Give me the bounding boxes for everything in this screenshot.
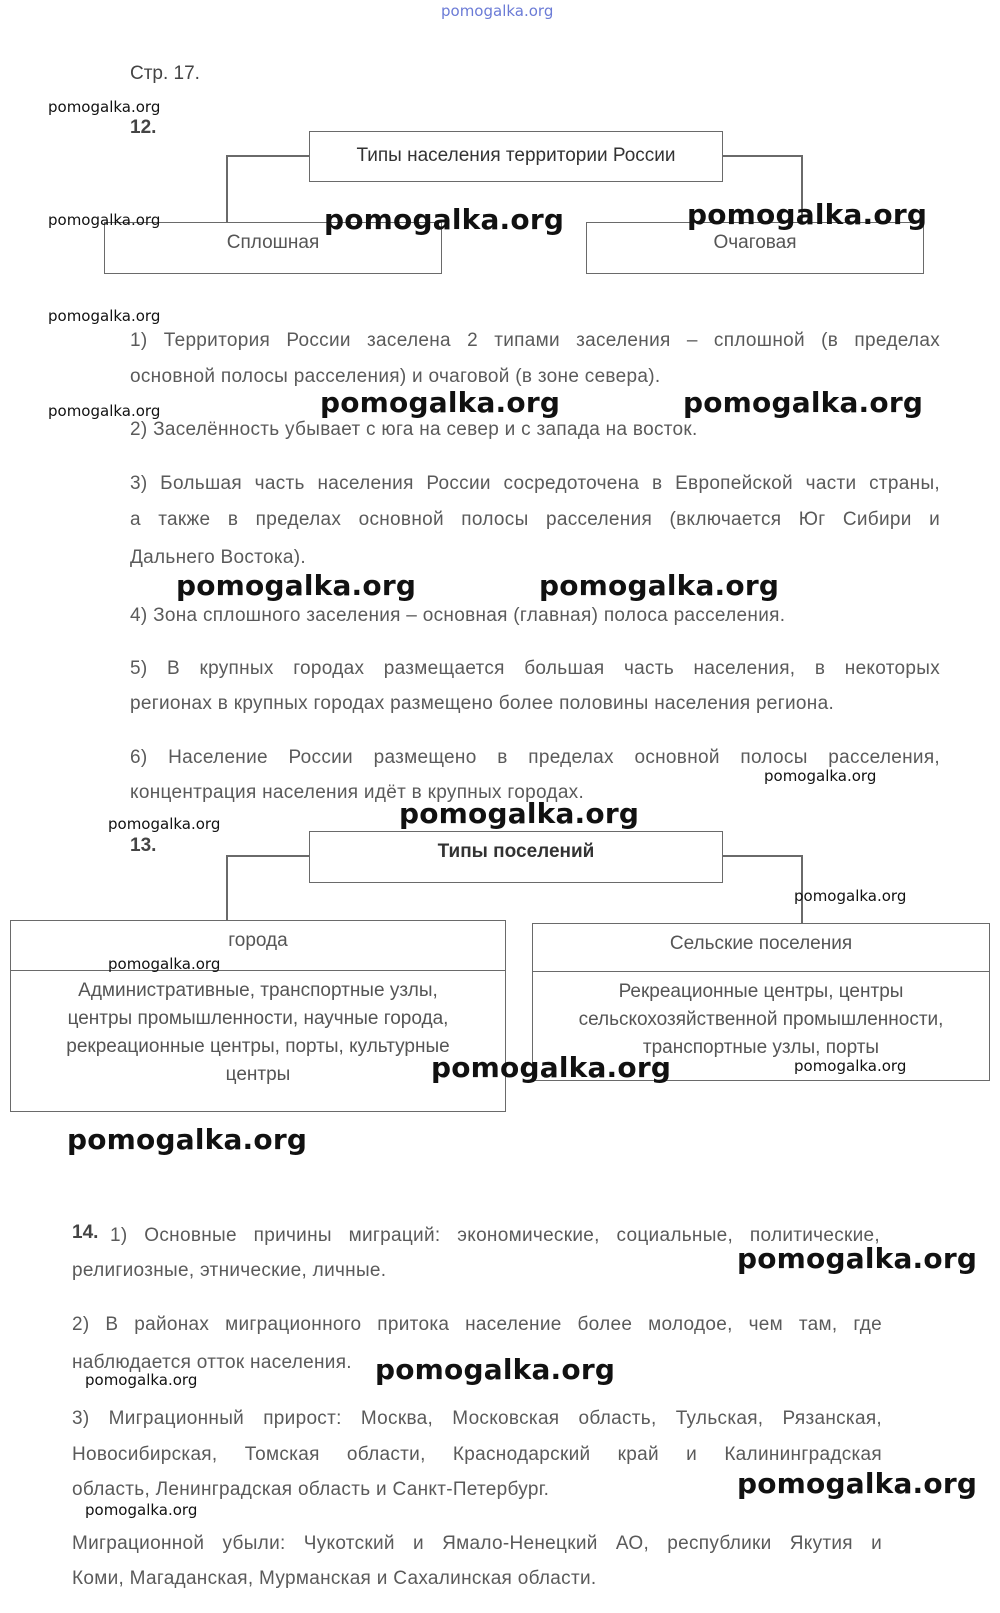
task13-number: 13.	[130, 835, 157, 856]
task12-point: концентрация населения идёт в крупных городах.	[130, 782, 585, 803]
watermark: pomogalka.org	[794, 1057, 907, 1075]
connector-line	[226, 155, 228, 223]
settlement-kinds-box	[309, 831, 723, 883]
watermark: pomogalka.org	[683, 386, 924, 419]
top-watermark: pomogalka.org	[441, 2, 554, 20]
connector-line	[226, 155, 309, 157]
task14-line: 1) Основные причины миграций: экономические, социальные, политические,	[110, 1225, 880, 1246]
watermark: pomogalka.org	[176, 569, 417, 602]
watermark: pomogalka.org	[48, 98, 161, 116]
watermark: pomogalka.org	[67, 1123, 308, 1156]
watermark: pomogalka.org	[737, 1242, 978, 1275]
watermark: pomogalka.org	[324, 203, 565, 236]
task14-line: наблюдается отток населения.	[72, 1352, 352, 1373]
task12-point: 4) Зона сплошного заселения – основная (главная) полоса расселения.	[130, 605, 786, 626]
task12-point: 2) Заселённость убывает с юга на север и с запада на восток.	[130, 419, 698, 440]
watermark: pomogalka.org	[764, 767, 877, 785]
task12-point: основной полосы расселения) и очаговой (в зоне севера).	[130, 366, 661, 387]
rural-title: Сельские поселения	[533, 924, 989, 972]
page-label: Стр. 17.	[130, 63, 200, 84]
connector-line	[226, 855, 228, 921]
task12-point: 5) В крупных городах размещается большая часть населения, в некоторых	[130, 658, 940, 679]
settlement-types-title: Типы населения территории России	[356, 145, 676, 166]
task14-line: Миграционной убыли: Чукотский и Ямало-Ненецкий АО, республики Якутия и	[72, 1533, 882, 1554]
task14-line: область, Ленинградская область и Санкт-Петербург.	[72, 1479, 550, 1500]
task12-point: регионах в крупных городах размещено более половины населения региона.	[130, 693, 835, 714]
watermark: pomogalka.org	[320, 386, 561, 419]
task14-line: 2) В районах миграционного притока население более молодое, чем там, где	[72, 1314, 882, 1335]
settlement-types-box	[309, 131, 723, 182]
watermark: pomogalka.org	[108, 955, 221, 973]
watermark: pomogalka.org	[108, 815, 221, 833]
watermark: pomogalka.org	[48, 402, 161, 420]
solid-label: Сплошная	[226, 232, 320, 253]
cities-description-line: центры промышленности, научные города,	[67, 1008, 449, 1029]
watermark: pomogalka.org	[48, 307, 161, 325]
watermark: pomogalka.org	[431, 1051, 672, 1084]
watermark: pomogalka.org	[399, 797, 640, 830]
task14-number: 14.	[72, 1222, 99, 1243]
watermark: pomogalka.org	[539, 569, 780, 602]
watermark: pomogalka.org	[687, 198, 928, 231]
connector-line	[722, 155, 802, 157]
connector-line	[722, 855, 802, 857]
watermark: pomogalka.org	[48, 211, 161, 229]
task14-line: 3) Миграционный прирост: Москва, Московская область, Тульская, Рязанская,	[72, 1408, 882, 1429]
watermark: pomogalka.org	[794, 887, 907, 905]
task14-line: Новосибирская, Томская области, Краснодарский край и Калининградская	[72, 1444, 882, 1465]
rural-description	[533, 972, 989, 1062]
cities-title: города	[11, 921, 505, 971]
task12-point: 6) Население России размещено в пределах основной полосы расселения,	[130, 747, 940, 768]
cities-description-line: центры	[225, 1064, 291, 1085]
watermark: pomogalka.org	[85, 1501, 198, 1519]
task14-line: Коми, Магаданская, Мурманская и Сахалинская области.	[72, 1568, 597, 1589]
task14-line: религиозные, этнические, личные.	[72, 1260, 387, 1281]
connector-line	[226, 855, 309, 857]
focal-label: Очаговая	[713, 232, 797, 253]
rural-description-line: сельскохозяйственной промышленности,	[578, 1009, 944, 1030]
task12-point: 3) Большая часть населения России сосредоточена в Европейской части страны,	[130, 473, 940, 494]
watermark: pomogalka.org	[737, 1467, 978, 1500]
watermark: pomogalka.org	[375, 1353, 616, 1386]
cities-description-line: Административные, транспортные узлы,	[78, 980, 438, 1001]
settlement-kinds-title: Типы поселений	[437, 841, 595, 862]
cities-description-line: рекреационные центры, порты, культурные	[66, 1036, 450, 1057]
rural-description-line: транспортные узлы, порты	[642, 1037, 880, 1058]
task12-point: Дальнего Востока).	[130, 547, 306, 568]
task12-number: 12.	[130, 117, 157, 138]
watermark: pomogalka.org	[85, 1371, 198, 1389]
task12-point: а также в пределах основной полосы расселения (включается Юг Сибири и	[130, 509, 940, 530]
task12-point: 1) Территория России заселена 2 типами заселения – сплошной (в пределах	[130, 330, 940, 351]
rural-description-line: Рекреационные центры, центры	[618, 981, 904, 1002]
